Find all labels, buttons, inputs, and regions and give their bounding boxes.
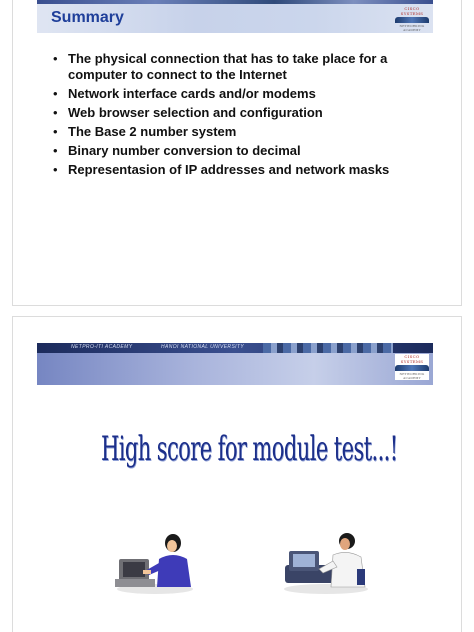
cisco-bridge-icon [395,17,429,23]
banner-lower-band [37,353,433,385]
bullet-item: • The physical connection that has to take place for a computer to connect to the Internet [53,51,433,83]
logo-line2: ACADEMY [403,28,421,32]
banner-academy-text: NETPRO-ITI ACADEMY [71,344,133,350]
man-at-computer-icon [281,529,371,595]
bullet-item: • Binary number conversion to decimal [53,143,433,159]
banner-photo-strip [263,343,393,353]
slide-title: Summary [51,9,124,26]
logo-brand-text: CISCO SYSTEMS [400,354,424,364]
logo-brand-text: CISCO SYSTEMS [400,6,424,16]
headline-text: High score for module test...! [101,429,398,469]
summary-bullet-list [53,51,433,181]
logo-line1: NETWORKING [399,24,425,28]
bullet-item: • Network interface cards and/or modems [53,86,433,102]
slide-header-banner [37,343,433,385]
bullet-item: • Representasion of IP addresses and network masks [53,162,433,178]
woman-at-computer-icon [115,529,195,595]
cisco-academy-logo [395,354,429,380]
cisco-academy-logo [395,6,429,32]
header-strip [37,0,433,4]
logo-line1: NETWORKING [399,372,425,376]
banner-university-text: HANOI NATIONAL UNIVERSITY [161,344,245,350]
slide-high-score [12,316,462,632]
bullet-item: • The Base 2 number system [53,124,433,140]
slide-summary [12,0,462,306]
slide-header-banner [37,0,433,33]
logo-line2: ACADEMY [403,376,421,380]
bullet-item: • Web browser selection and configuration [53,105,433,121]
cisco-bridge-icon [395,365,429,371]
